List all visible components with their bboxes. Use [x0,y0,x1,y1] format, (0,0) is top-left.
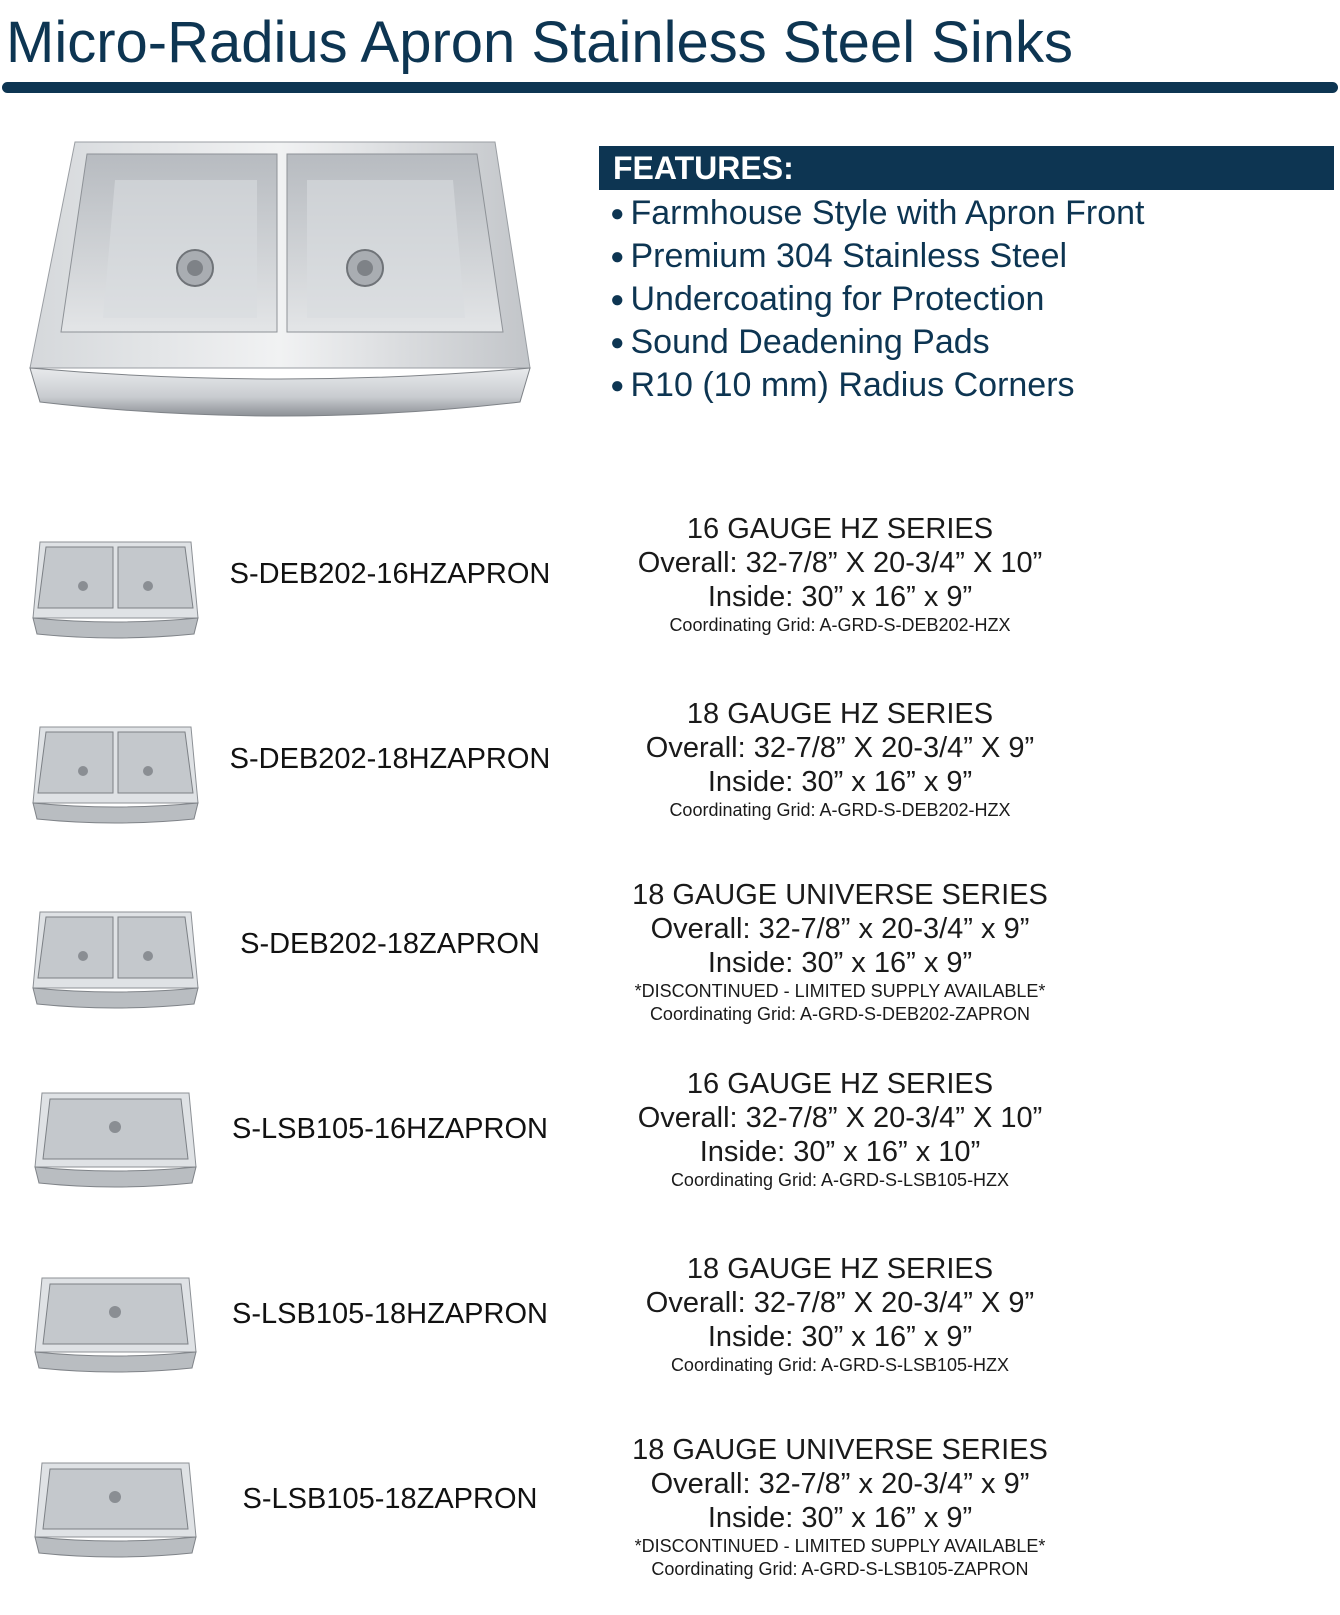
product-row [0,1068,1340,1245]
overall-dimensions: Overall: 32-7/8” X 20-3/4” X 10” [637,547,1043,579]
coordinating-grid: Coordinating Grid: A-GRD-S-DEB202-ZAPRON [649,1004,1031,1024]
series-name: 18 GAUGE UNIVERSE SERIES [632,879,1048,911]
product-row [0,513,1340,690]
product-specs [600,1252,1080,1377]
product-row [0,698,1340,875]
coordinating-grid: Coordinating Grid: A-GRD-S-DEB202-HZX [669,615,1011,635]
product-sku: S-LSB105-18HZAPRON [232,1298,548,1330]
product-sku: S-LSB105-18ZAPRON [242,1483,538,1515]
overall-dimensions: Overall: 32-7/8” x 20-3/4” x 9” [650,913,1030,945]
product-sku: S-DEB202-16HZAPRON [229,558,551,590]
series-name: 18 GAUGE HZ SERIES [686,698,994,730]
product-sku: S-LSB105-16HZAPRON [232,1113,548,1145]
overall-dimensions: Overall: 32-7/8” X 20-3/4” X 10” [637,1102,1043,1134]
series-name: 18 GAUGE UNIVERSE SERIES [632,1434,1048,1466]
product-sku: S-DEB202-18HZAPRON [229,743,551,775]
feature-item: ● Farmhouse Style with Apron Front [610,194,1145,232]
coordinating-grid: Coordinating Grid: A-GRD-S-DEB202-HZX [669,800,1011,820]
series-name: 18 GAUGE HZ SERIES [686,1253,994,1285]
coordinating-grid: Coordinating Grid: A-GRD-S-LSB105-HZX [670,1355,1010,1375]
bullet-icon: ● [610,200,625,227]
features-list [610,192,1145,407]
title-divider [2,82,1338,93]
bullet-icon: ● [610,329,625,356]
product-sku: S-DEB202-18ZAPRON [240,928,540,960]
discontinued-notice: *DISCONTINUED - LIMITED SUPPLY AVAILABLE* [634,1536,1046,1556]
coordinating-grid: Coordinating Grid: A-GRD-S-LSB105-ZAPRON [651,1559,1029,1579]
coordinating-grid: Coordinating Grid: A-GRD-S-LSB105-HZX [670,1170,1010,1190]
hero-sink-image [25,140,545,440]
series-name: 16 GAUGE HZ SERIES [686,513,994,545]
overall-dimensions: Overall: 32-7/8” X 20-3/4” X 9” [645,1287,1035,1319]
inside-dimensions: Inside: 30” x 16” x 9” [707,1321,973,1353]
product-specs [600,512,1080,637]
sink-thumbnail-double [28,908,203,1018]
sink-thumbnail-double [28,538,203,648]
inside-dimensions: Inside: 30” x 16” x 9” [707,766,973,798]
product-specs [600,697,1080,822]
sink-thumbnail-single [28,1459,203,1569]
product-specs [600,1067,1080,1192]
inside-dimensions: Inside: 30” x 16” x 10” [699,1136,981,1168]
product-row [0,879,1340,1060]
bullet-icon: ● [610,372,625,399]
bullet-icon: ● [610,286,625,313]
features-heading: FEATURES: [599,146,1334,190]
bullet-icon: ● [610,243,625,270]
discontinued-notice: *DISCONTINUED - LIMITED SUPPLY AVAILABLE* [634,981,1046,1001]
series-name: 16 GAUGE HZ SERIES [686,1068,994,1100]
feature-item: ● Sound Deadening Pads [610,323,990,361]
sink-thumbnail-single [28,1089,203,1199]
overall-dimensions: Overall: 32-7/8” X 20-3/4” X 9” [645,732,1035,764]
inside-dimensions: Inside: 30” x 16” x 9” [707,947,973,979]
product-specs [600,1433,1080,1581]
inside-dimensions: Inside: 30” x 16” x 9” [707,1502,973,1534]
page-title: Micro-Radius Apron Stainless Steel Sinks [6,10,1074,75]
feature-item: ● Undercoating for Protection [610,280,1045,318]
sink-thumbnail-single [28,1274,203,1384]
product-row [0,1434,1340,1615]
product-specs [600,878,1080,1026]
product-row [0,1253,1340,1430]
sink-thumbnail-double [28,723,203,833]
feature-item: ● Premium 304 Stainless Steel [610,237,1068,275]
feature-item: ● R10 (10 mm) Radius Corners [610,366,1075,404]
inside-dimensions: Inside: 30” x 16” x 9” [707,581,973,613]
overall-dimensions: Overall: 32-7/8” x 20-3/4” x 9” [650,1468,1030,1500]
